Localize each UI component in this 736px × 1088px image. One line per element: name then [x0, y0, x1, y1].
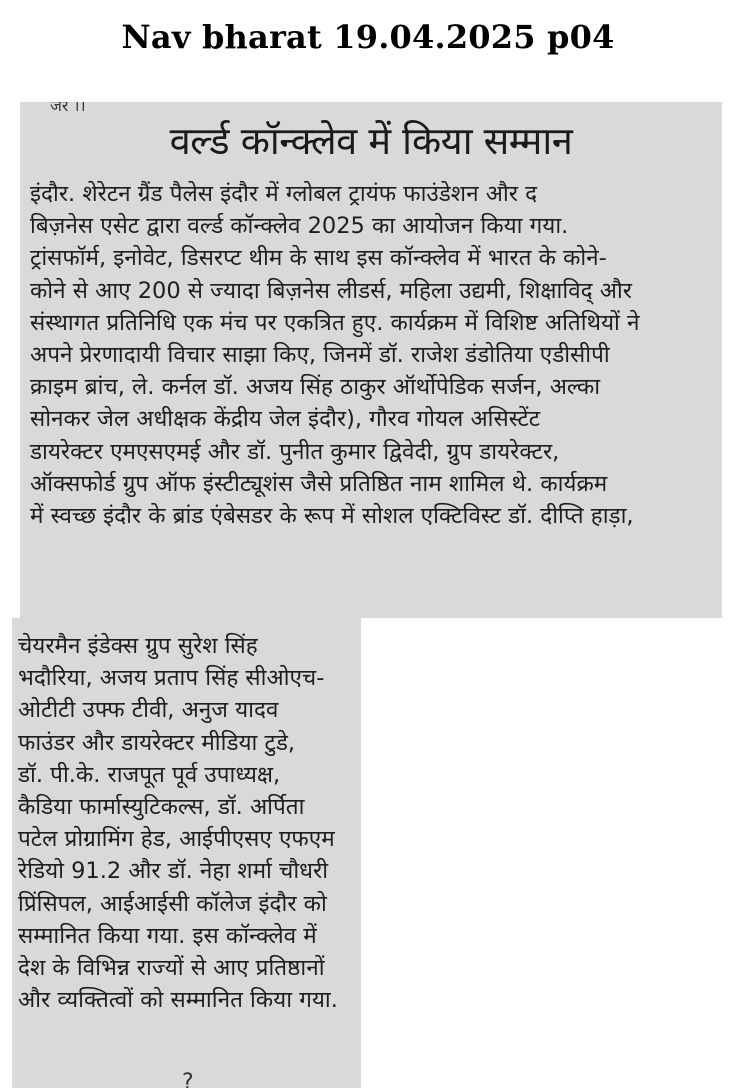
article-headline: वर्ल्ड कॉन्क्लेव में किया सम्मान [169, 119, 573, 163]
clipping-bottom-block [12, 618, 361, 1088]
article-line: ऑक्सफोर्ड ग्रुप ऑफ इंस्टीट्यूशंस जैसे प्रतिष्ठित नाम शामिल थे. कार्यक्रम [30, 470, 608, 497]
clipping-top-block [20, 102, 722, 618]
article-body-top [30, 178, 716, 532]
article-line: फाउंडर और डायरेक्टर मीडिया टुडे, [18, 729, 296, 756]
cut-text-fragment: जर ।। [50, 102, 86, 115]
article-line: में स्वच्छ इंदौर के ब्रांड एंबेसडर के रूप में सोशल एक्टिविस्ट डॉ. दीप्ति हाड़ा, [30, 503, 634, 530]
article-line: डायरेक्टर एमएसएमई और डॉ. पुनीत कुमार द्विवेदी, ग्रुप डायरेक्टर, [30, 438, 560, 465]
article-body-bottom [18, 630, 357, 1016]
article-line: इंदौर. शेरेटन ग्रैंड पैलेस इंदौर में ग्लोबल ट्रायंफ फाउंडेशन और द [30, 181, 538, 207]
article-line: रेडियो 91.2 और डॉ. नेहा शर्मा चौधरी [18, 858, 329, 885]
article-line: प्रिंसिपल, आईआईसी कॉलेज इंदौर को [18, 890, 327, 917]
article-line: सोनकर जेल अधीक्षक केंद्रीय जेल इंदौर), गौरव गोयल असिस्टेंट [30, 406, 541, 433]
cut-text-fragment-bottom: ? [182, 1070, 194, 1088]
article-line: कोने से आए 200 से ज्यादा बिज़नेस लीडर्स, महिला उद्यमी, शिक्षाविद् और [30, 277, 632, 304]
article-line: पटेल प्रोग्रामिंग हेड, आईपीएसए एफएम [18, 826, 335, 853]
article-line: ट्रांसफॉर्म, इनोवेट, डिसरप्ट थीम के साथ इस कॉन्क्लेव में भारत के कोने- [30, 245, 607, 272]
publication-caption: Nav bharat 19.04.2025 p04 [121, 18, 615, 56]
article-line: कैडिया फार्मास्युटिकल्स, डॉ. अर्पिता [18, 794, 305, 821]
article-line: क्राइम ब्रांच, ले. कर्नल डॉ. अजय सिंह ठाकुर ऑर्थोपेडिक सर्जन, अल्का [30, 374, 601, 401]
article-line: अपने प्रेरणादायी विचार साझा किए, जिनमें डॉ. राजेश डंडोतिया एडीसीपी [30, 342, 610, 369]
article-line: ओटीटी उफ्फ टीवी, अनुज यादव [18, 697, 279, 724]
article-line: और व्यक्तित्वों को सम्मानित किया गया. [18, 987, 338, 1014]
article-line: सम्मानित किया गया. इस कॉन्क्लेव में [18, 922, 317, 949]
article-line: भदौरिया, अजय प्रताप सिंह सीओएच- [18, 665, 325, 692]
article-line: चेयरमैन इंडेक्स ग्रुप सुरेश सिंह [18, 633, 258, 659]
article-line: देश के विभिन्न राज्यों से आए प्रतिष्ठानों [18, 955, 325, 982]
article-line: बिज़नेस एसेट द्वारा वर्ल्ड कॉन्क्लेव 2025 का आयोजन किया गया. [30, 213, 569, 240]
article-line: संस्थागत प्रतिनिधि एक मंच पर एकत्रित हुए. कार्यक्रम में विशिष्ट अतिथियों ने [30, 309, 640, 336]
article-line: डॉ. पी.के. राजपूत पूर्व उपाध्यक्ष, [18, 761, 281, 788]
